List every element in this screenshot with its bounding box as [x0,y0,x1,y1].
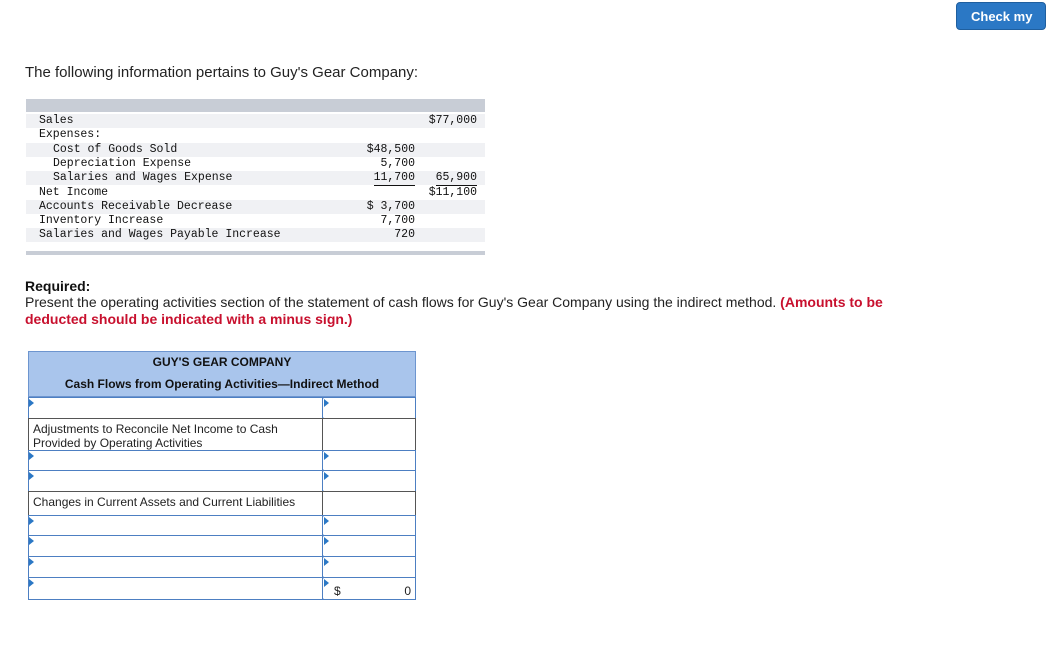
data-row-amount-2: 65,900 [435,171,477,185]
amount-input[interactable] [324,536,415,556]
amount-input[interactable] [324,516,415,535]
data-row-label: Salaries and Wages Payable Increase [39,228,281,242]
data-row [26,200,485,214]
required-text: Present the operating activities section of the statement of cash flows for Guy's Gear Company using the indirect method. [25,294,777,310]
amount-input[interactable] [324,451,415,470]
data-row-label: Net Income [39,185,109,199]
data-row-amount-2: $77,000 [428,114,477,127]
line-item-input[interactable] [29,471,323,491]
data-row [26,228,485,242]
cash-flow-answer-table [28,351,416,625]
adjustment-row [28,450,416,471]
adjustment-row [28,470,416,492]
amount-input[interactable] [324,398,415,418]
data-row [26,186,485,200]
required-instructions [25,294,925,328]
required-note: (Amounts to be deducted should be indicated with a minus sign.) [25,294,883,327]
data-row-label: Cost of Goods Sold [53,142,178,156]
amount-input[interactable] [324,557,415,577]
data-row [26,128,485,142]
financial-data-block [26,99,485,255]
total-amount-cell [324,578,415,599]
data-row [26,171,485,185]
statement-title-header: Cash Flows from Operating Activities—Indirect Method [28,373,416,397]
total-label-input[interactable] [29,578,323,599]
check-my-work-button[interactable]: Check my [956,2,1046,30]
company-name-header: GUY'S GEAR COMPANY [28,351,416,374]
data-block-top-bar [26,99,485,112]
data-row-amount-2: $11,100 [429,186,477,203]
data-row-amount-1: $ 3,700 [366,199,415,213]
data-row-amount-1: 5,700 [380,156,415,170]
data-row-label: Inventory Increase [39,214,164,228]
adjustments-label: Adjustments to Reconcile Net Income to Cash Provided by Operating Activities [29,419,323,450]
data-block-bottom-bar [26,251,485,255]
changes-label: Changes in Current Assets and Current Liabilities [29,492,323,515]
data-row [26,143,485,157]
data-row-label: Expenses: [39,128,102,142]
data-row-label: Sales [39,114,74,127]
line-item-input[interactable] [29,516,323,535]
data-row [26,114,485,128]
data-row-amount-1: $48,500 [366,142,415,156]
data-row-label: Depreciation Expense [53,156,192,170]
data-row-amount-1: 11,700 [373,171,415,185]
changes-label-row [28,491,416,516]
empty-cell [324,419,415,450]
data-row-amount-1: 7,700 [380,214,415,228]
net-income-row [28,397,416,419]
total-row [28,577,416,600]
data-row [26,214,485,228]
adjustments-label-row [28,418,416,451]
line-item-input[interactable] [29,536,323,556]
empty-cell [324,492,415,515]
change-row [28,535,416,557]
data-row [26,157,485,171]
line-item-input[interactable] [29,557,323,577]
data-row-label: Accounts Receivable Decrease [39,199,233,213]
required-heading: Required: [25,278,91,294]
amount-input[interactable] [324,471,415,491]
change-row [28,515,416,536]
data-row-amount-1: 720 [394,228,415,242]
intro-text: The following information pertains to Guy's Gear Company: [25,64,419,81]
total-currency-symbol: $ [334,584,341,598]
data-row-label: Salaries and Wages Expense [53,171,233,185]
line-item-input[interactable] [29,451,323,470]
total-amount: 0 [404,584,411,598]
change-row [28,556,416,578]
line-item-input[interactable] [29,398,323,418]
